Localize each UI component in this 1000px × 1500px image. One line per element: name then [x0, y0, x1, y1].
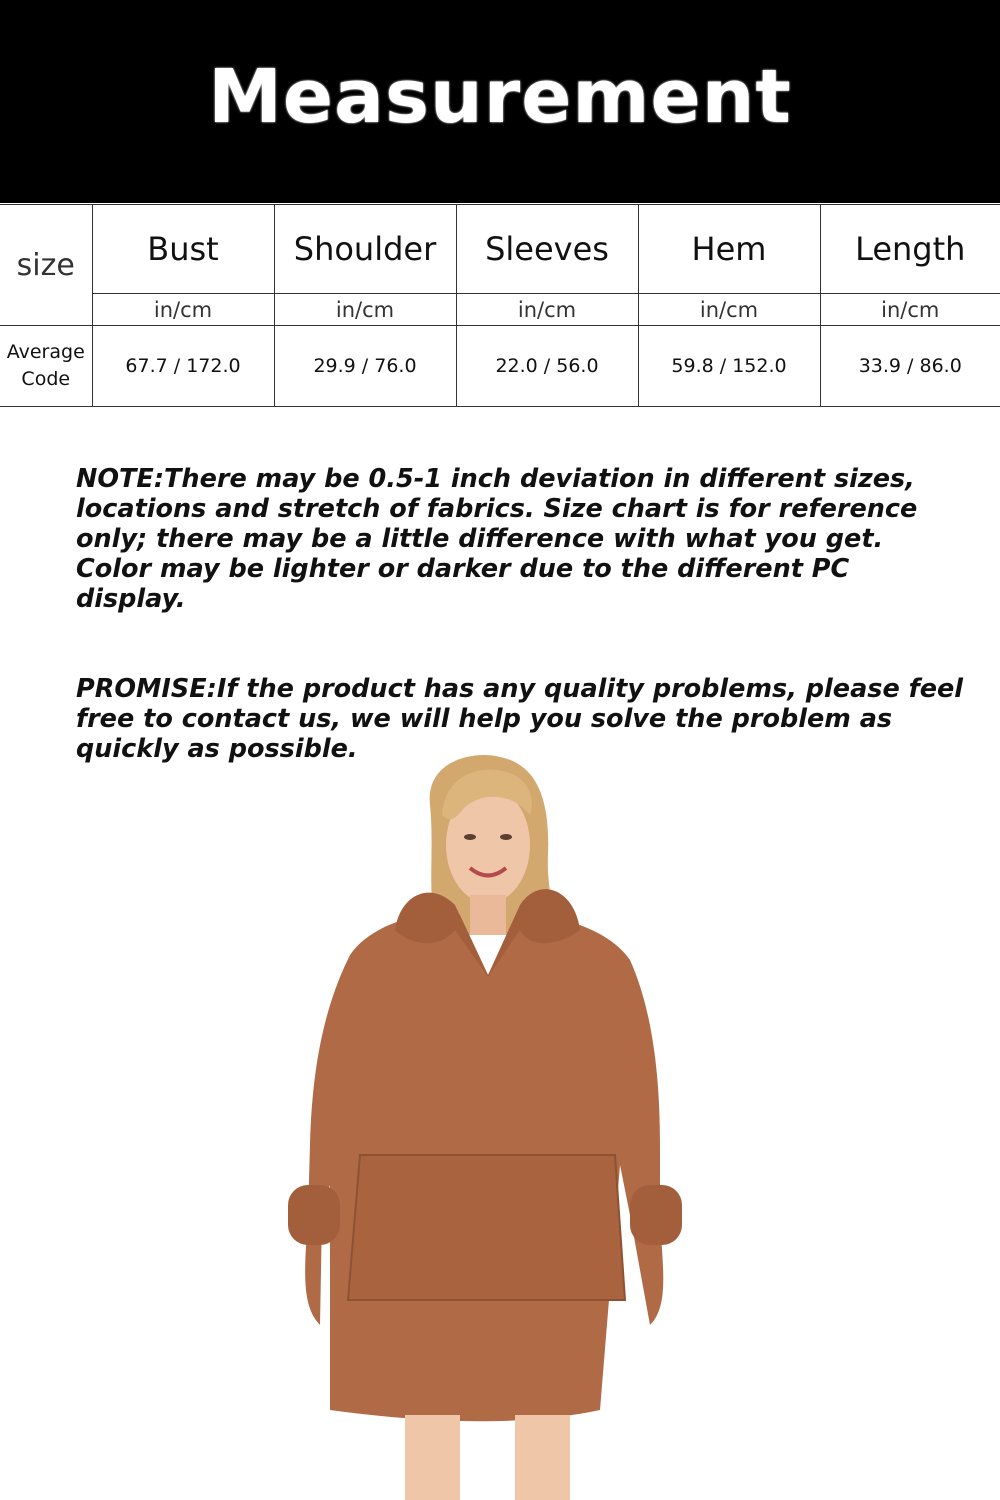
- eye-left: [464, 834, 476, 840]
- title-banner: [0, 0, 1000, 203]
- table-header-row: [0, 205, 1000, 294]
- leg-left: [405, 1415, 460, 1500]
- unit-label: in/cm: [274, 294, 456, 326]
- column-header-hem: Hem: [638, 205, 820, 294]
- shoulder-value: 29.9 / 76.0: [274, 326, 456, 407]
- unit-label: in/cm: [456, 294, 638, 326]
- table-row: [0, 326, 1000, 407]
- unit-label: in/cm: [820, 294, 1000, 326]
- size-chart-table: [0, 204, 1000, 407]
- notes-section: [76, 464, 966, 764]
- unit-label: in/cm: [638, 294, 820, 326]
- page-title: Measurement: [208, 53, 792, 140]
- column-header-shoulder: Shoulder: [274, 205, 456, 294]
- unit-label: in/cm: [92, 294, 274, 326]
- column-header-sleeves: Sleeves: [456, 205, 638, 294]
- cuff-left: [288, 1185, 340, 1245]
- cuff-right: [630, 1185, 682, 1245]
- bust-value: 67.7 / 172.0: [92, 326, 274, 407]
- row-label-text: Average Code: [6, 341, 85, 390]
- table-unit-row: [0, 294, 1000, 326]
- size-corner-label: size: [0, 205, 92, 326]
- column-header-length: Length: [820, 205, 1000, 294]
- model-hoodie-photo: [230, 745, 750, 1500]
- sleeves-value: 22.0 / 56.0: [456, 326, 638, 407]
- leg-right: [515, 1415, 570, 1500]
- promise-text: PROMISE:If the product has any quality problems, please feel free to contact us, we will help you solve the problem as quickly as possible.: [76, 674, 964, 764]
- length-value: 33.9 / 86.0: [820, 326, 1000, 407]
- column-header-bust: Bust: [92, 205, 274, 294]
- neck: [470, 895, 506, 935]
- hoodie-pocket: [348, 1155, 625, 1300]
- row-label-average-code: [0, 326, 92, 407]
- note-text: NOTE:There may be 0.5-1 inch deviation in different sizes, locations and stretch of fabrics. Size chart is for reference only; there may be a little difference with what you get. Color may be lighter or darker due to the different PC display.: [76, 464, 918, 614]
- eye-right: [500, 834, 512, 840]
- hem-value: 59.8 / 152.0: [638, 326, 820, 407]
